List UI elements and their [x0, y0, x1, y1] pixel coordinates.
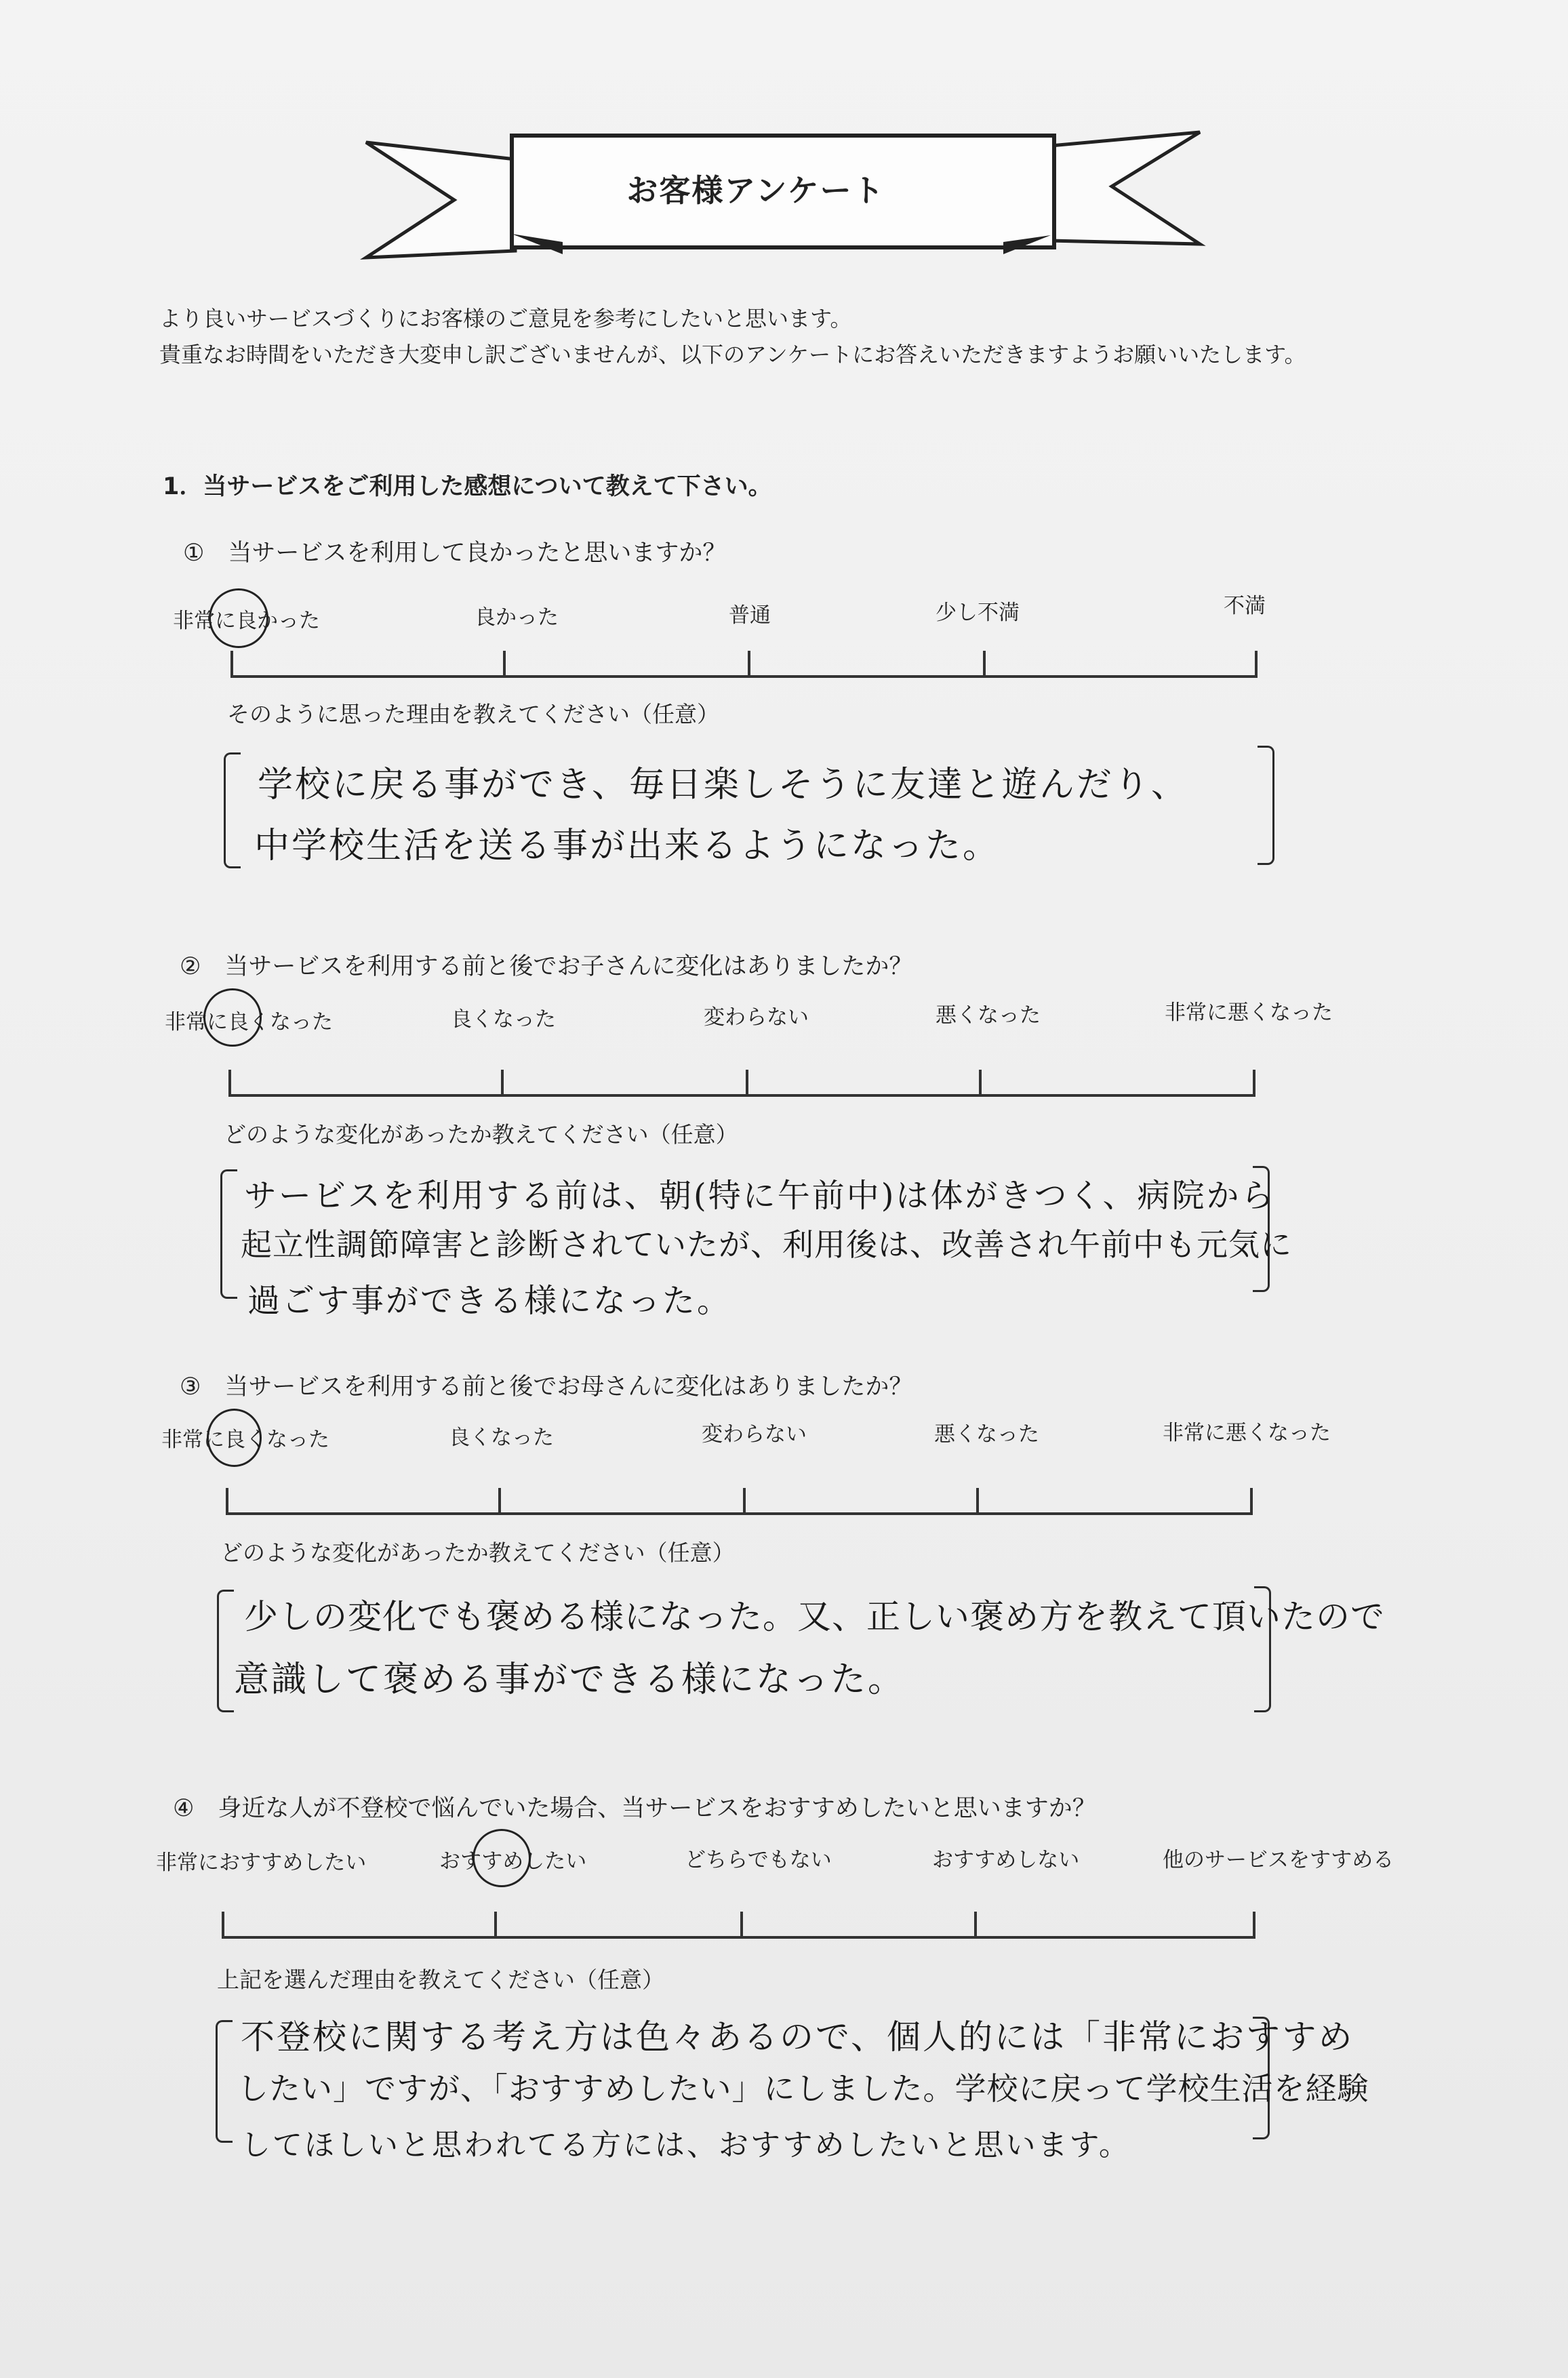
q3-answer-line-1: 少しの変化でも褒める様になった。又、正しい褒め方を教えて頂いたので — [244, 1597, 1385, 1636]
q2-option-4[interactable]: 悪くなった — [936, 1003, 1041, 1028]
q4-option-2[interactable]: おすすめしたい — [439, 1849, 587, 1874]
q2-option-5[interactable]: 非常に悪くなった — [1165, 1001, 1333, 1025]
q2-question: ② 当サービスを利用する前と後でお子さんに変化はありましたか？ — [180, 953, 913, 980]
q1-answer-line-1: 学校に戻る事ができ、毎日楽しそうに友達と遊んだり、 — [258, 765, 1188, 805]
q2-option-1[interactable]: 非常に良くなった — [165, 1010, 333, 1034]
q3-option-4[interactable]: 悪くなった — [934, 1422, 1039, 1447]
survey-title: お客様アンケート — [626, 172, 885, 209]
q4-answer-line-1: 不登校に関する考え方は色々あるので、個人的には「非常におすすめ — [241, 2017, 1354, 2057]
q2-reason-label: どのような変化があったか教えてください（任意） — [224, 1121, 738, 1148]
q4-option-1[interactable]: 非常におすすめしたい — [156, 1851, 367, 1875]
q2-scale — [228, 1070, 1255, 1097]
q4-answer-line-2: したい」ですが、「おすすめしたい」にしました。学校に戻って学校生活を経験 — [237, 2070, 1369, 2107]
q3-option-5[interactable]: 非常に悪くなった — [1163, 1421, 1331, 1445]
q3-reason-label: どのような変化があったか教えてください（任意） — [220, 1539, 735, 1566]
q1-reason-label: そのように思った理由を教えてください（任意） — [227, 701, 719, 727]
q1-option-2[interactable]: 良かった — [475, 605, 559, 630]
q1-selection-circle — [209, 588, 268, 648]
q2-option-2[interactable]: 良くなった — [451, 1007, 556, 1032]
q1-bracket-left — [224, 752, 241, 868]
q4-option-5[interactable]: 他のサービスをすすめる — [1163, 1848, 1394, 1872]
q2-option-3[interactable]: 変わらない — [704, 1005, 809, 1030]
q4-answer-line-3: してほしいと思われてる方には、おすすめしたいと思います。 — [241, 2128, 1131, 2162]
q1-option-1[interactable]: 非常に良かった — [173, 609, 320, 633]
intro-line-2: 貴重なお時間をいただき大変申し訳ございませんが、以下のアンケートにお答えいただきますようお願いいたします。 — [159, 342, 1306, 367]
q4-question: ④ 身近な人が不登校で悩んでいた場合、当サービスをおすすめしたいと思いますか？ — [173, 1795, 1096, 1822]
q1-option-5[interactable]: 不満 — [1224, 594, 1266, 618]
q3-option-2[interactable]: 良くなった — [449, 1426, 554, 1450]
q3-scale — [226, 1488, 1253, 1515]
q4-reason-label: 上記を選んだ理由を教えてください（任意） — [217, 1967, 664, 1993]
q1-option-3[interactable]: 普通 — [729, 603, 771, 628]
q4-selection-circle — [473, 1829, 531, 1887]
q2-selection-circle — [203, 988, 262, 1047]
q2-answer-line-1: サービスを利用する前は、朝(特に午前中)は体がきつく、病院から — [244, 1177, 1276, 1215]
q3-answer-line-2: 意識して褒める事ができる様になった。 — [234, 1659, 906, 1700]
q1-bracket-right — [1258, 746, 1274, 865]
q3-selection-circle — [207, 1409, 262, 1467]
q2-answer-line-3: 過ごす事ができる様になった。 — [247, 1282, 732, 1320]
q4-option-4[interactable]: おすすめしない — [932, 1848, 1080, 1872]
q1-question: ① 当サービスを利用して良かったと思いますか？ — [183, 540, 727, 567]
section-1-heading: 1．当サービスをご利用した感想について教えて下さい。 — [163, 473, 772, 500]
q1-scale — [230, 651, 1258, 678]
q4-bracket-left — [216, 2020, 233, 2143]
intro-line-1: より良いサービスづくりにお客様のご意見を参考にしたいと思います。 — [159, 306, 852, 331]
q4-scale — [222, 1912, 1255, 1939]
q2-bracket-left — [220, 1169, 237, 1299]
q3-bracket-left — [217, 1590, 234, 1712]
q4-option-3[interactable]: どちらでもない — [685, 1848, 832, 1872]
q2-answer-line-2: 起立性調節障害と診断されていたが、利用後は、改善され午前中も元気に — [241, 1226, 1292, 1263]
q3-option-3[interactable]: 変わらない — [702, 1422, 807, 1447]
q3-option-1[interactable]: 非常に良くなった — [161, 1428, 329, 1452]
q3-question: ③ 当サービスを利用する前と後でお母さんに変化はありましたか？ — [180, 1373, 913, 1400]
q1-option-4[interactable]: 少し不満 — [936, 601, 1020, 625]
q1-answer-line-2: 中学校生活を送る事が出来るようになった。 — [254, 826, 1001, 866]
